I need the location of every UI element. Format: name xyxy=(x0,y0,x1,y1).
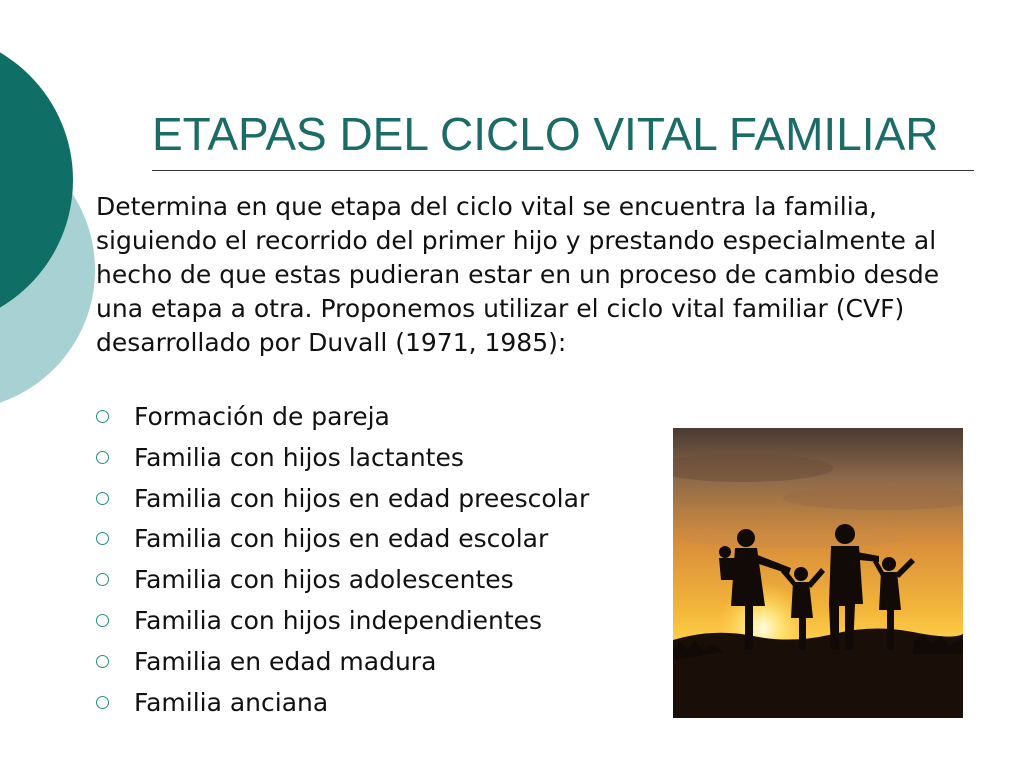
list-item-label: Familia anciana xyxy=(134,687,329,717)
list-item xyxy=(96,642,589,683)
hollow-circle-icon xyxy=(96,532,109,545)
father-head xyxy=(835,524,855,544)
list-item xyxy=(96,479,589,520)
cloud-shape xyxy=(683,528,903,548)
slide-title: ETAPAS DEL CICLO VITAL FAMILIAR xyxy=(152,108,939,160)
family-sunset-photo xyxy=(673,428,963,718)
hollow-circle-icon xyxy=(96,410,109,423)
list-item-label: Familia con hijos adolescentes xyxy=(134,565,514,595)
hollow-circle-icon xyxy=(96,573,109,586)
baby-head xyxy=(719,546,731,558)
hollow-circle-icon xyxy=(96,614,109,627)
hollow-circle-icon xyxy=(96,696,109,709)
list-item-label: Familia en edad madura xyxy=(134,646,437,676)
child-one-head xyxy=(794,567,808,581)
child-two-head xyxy=(882,557,896,571)
list-item xyxy=(96,438,589,479)
hollow-circle-icon xyxy=(96,655,109,668)
title-divider xyxy=(152,170,974,171)
mother-head xyxy=(737,529,755,547)
list-item xyxy=(96,683,589,724)
list-item-label: Familia con hijos lactantes xyxy=(134,442,464,472)
list-item xyxy=(96,519,589,560)
list-item-label: Familia con hijos en edad escolar xyxy=(134,524,549,554)
stages-list xyxy=(96,397,589,723)
list-item xyxy=(96,601,589,642)
baby-body xyxy=(719,558,735,580)
hollow-circle-icon xyxy=(96,451,109,464)
list-item xyxy=(96,397,589,438)
list-item-label: Familia con hijos independientes xyxy=(134,605,543,635)
list-item xyxy=(96,560,589,601)
list-item-label: Familia con hijos en edad preescolar xyxy=(134,483,590,513)
list-item-label: Formación de pareja xyxy=(134,402,390,431)
intro-paragraph: Determina en que etapa del ciclo vital se encuentra la familia, siguiendo el recorrido del primer hijo y prestando especialmente al hecho de que estas pudieran estar en un proceso de cambio desde una etapa a otra. Proponemos utilizar el ciclo vital familiar (CVF) desarrollado por Duvall (1971, 1985): xyxy=(96,192,940,357)
hollow-circle-icon xyxy=(96,492,109,505)
